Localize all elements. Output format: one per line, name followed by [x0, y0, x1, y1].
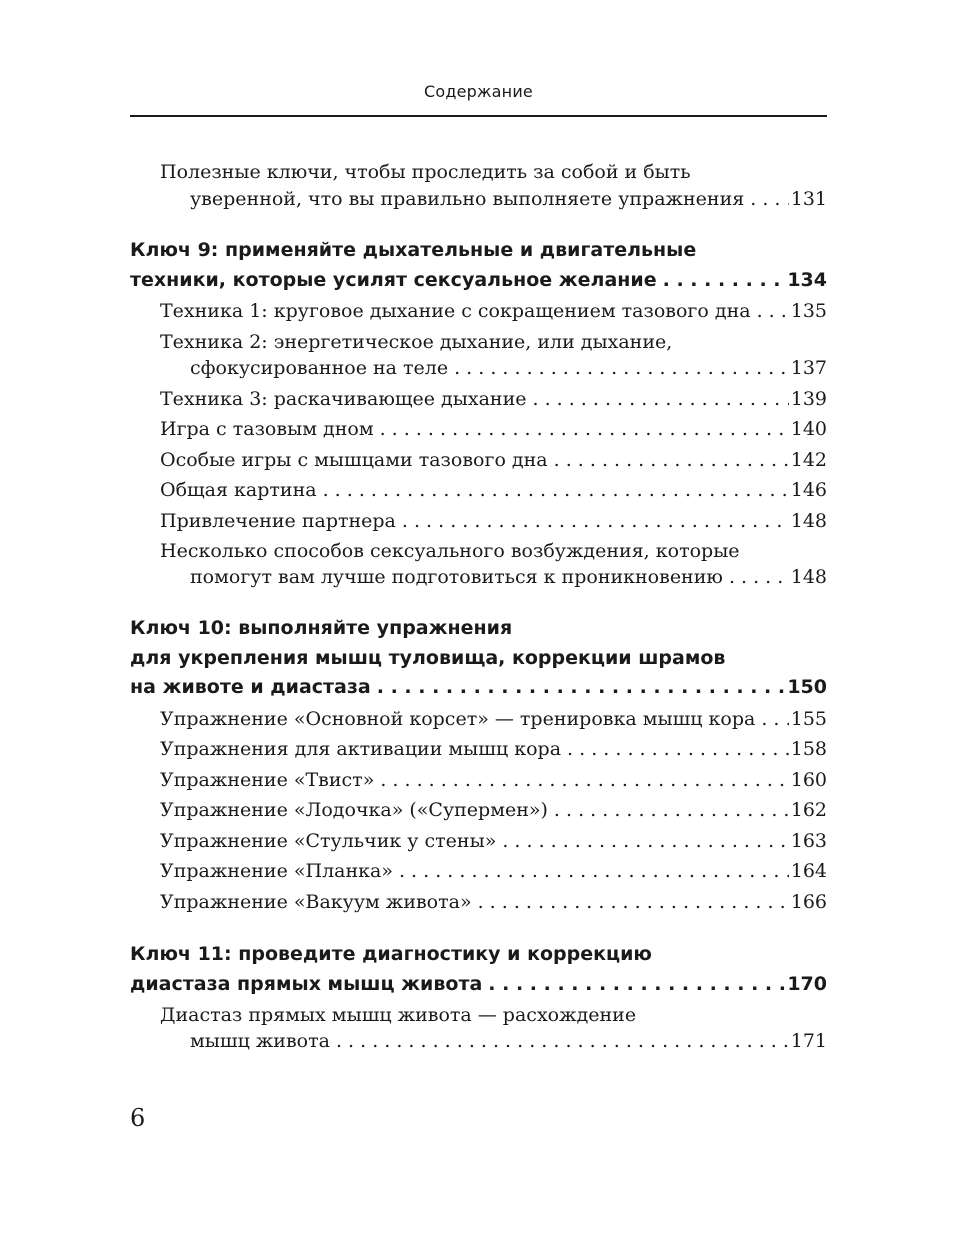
toc-page-number: 139 — [790, 388, 827, 410]
toc-entry-text: Привлечение партнера — [160, 510, 396, 532]
toc-entry-text: Общая картина — [160, 479, 317, 501]
toc-entry-text: сфокусированное на теле — [190, 357, 449, 379]
toc-page-number: 163 — [790, 830, 827, 852]
toc-entry[interactable] — [190, 185, 827, 213]
toc-entry[interactable] — [160, 796, 827, 824]
toc-page-number: 148 — [790, 510, 827, 532]
toc-page-number: 134 — [787, 269, 827, 291]
toc-page-number: 164 — [790, 860, 827, 882]
dot-leader — [750, 185, 789, 213]
dot-leader — [488, 970, 785, 998]
dot-leader — [532, 385, 788, 413]
toc-entry-text: уверенной, что вы правильно выполняете упражнения — [190, 188, 745, 210]
dot-leader — [380, 415, 789, 443]
toc-entry-text: Упражнение «Стульчик у стены» — [160, 830, 497, 852]
toc-entry-text: Полезные ключи, чтобы проследить за собой и быть — [160, 161, 691, 183]
toc-page-number: 158 — [790, 738, 827, 760]
toc-entry-text: Игра с тазовым дном — [160, 418, 374, 440]
toc-entry-text: Упражнение «Основной корсет» — тренировка мышц кора — [160, 708, 756, 730]
toc-entry[interactable] — [160, 446, 827, 474]
toc-page-number: 140 — [790, 418, 827, 440]
toc-entry-text: Упражнение «Вакуум живота» — [160, 891, 472, 913]
dot-leader — [478, 888, 789, 916]
toc-entry-text: Упражнение «Планка» — [160, 860, 393, 882]
toc-entry[interactable] — [160, 415, 827, 443]
table-of-contents — [130, 0, 827, 1240]
dot-leader — [554, 796, 789, 824]
toc-entry-text: Техника 1: круговое дыхание с сокращением тазового дна — [160, 300, 751, 322]
chapter-heading: для укрепления мышц туловища, коррекции шрамов — [130, 647, 726, 669]
dot-leader — [761, 705, 788, 733]
toc-entry-text: Особые игры с мышцами тазового дна — [160, 449, 548, 471]
toc-page-number: 137 — [790, 357, 827, 379]
toc-entry[interactable] — [160, 507, 827, 535]
chapter-heading: диастаза прямых мышц живота — [130, 973, 483, 995]
dot-leader — [377, 673, 786, 701]
dot-leader — [729, 563, 789, 591]
toc-entry-text: Упражнения для активации мышц кора — [160, 738, 562, 760]
toc-entry[interactable] — [160, 735, 827, 763]
dot-leader — [502, 827, 788, 855]
toc-entry-text: помогут вам лучше подготовиться к проникновению — [190, 566, 723, 588]
chapter-heading: техники, которые усилят сексуальное желание — [130, 269, 657, 291]
toc-entry[interactable] — [190, 354, 827, 382]
toc-page-number: 131 — [790, 188, 827, 210]
running-header: Содержание — [424, 82, 533, 101]
toc-page-number: 170 — [787, 973, 827, 995]
toc-entry[interactable] — [160, 297, 827, 325]
dot-leader — [663, 266, 786, 294]
toc-page-number: 135 — [790, 300, 827, 322]
toc-page-number: 166 — [790, 891, 827, 913]
toc-chapter-entry[interactable] — [130, 266, 827, 294]
dot-leader — [402, 507, 789, 535]
toc-entry[interactable] — [160, 766, 827, 794]
chapter-heading: Ключ 11: проведите диагностику и коррекцию — [130, 943, 652, 965]
toc-page-number: 146 — [790, 479, 827, 501]
toc-entry[interactable] — [190, 563, 827, 591]
toc-chapter-entry[interactable] — [130, 673, 827, 701]
dot-leader — [454, 354, 789, 382]
chapter-heading: Ключ 10: выполняйте упражнения — [130, 617, 513, 639]
dot-leader — [567, 735, 789, 763]
toc-entry-text: Диастаз прямых мышц живота — расхождение — [160, 1004, 637, 1026]
chapter-heading: на животе и диастаза — [130, 676, 371, 698]
dot-leader — [323, 476, 789, 504]
toc-page-number: 150 — [787, 676, 827, 698]
toc-entry-text: Техника 3: раскачивающее дыхание — [160, 388, 527, 410]
dot-leader — [554, 446, 789, 474]
toc-page-number: 162 — [790, 799, 827, 821]
toc-page-number: 171 — [790, 1030, 827, 1052]
toc-page-number: 148 — [790, 566, 827, 588]
toc-entry[interactable] — [160, 888, 827, 916]
toc-entry[interactable] — [160, 705, 827, 733]
dot-leader — [336, 1027, 789, 1055]
dot-leader — [757, 297, 789, 325]
toc-entry[interactable] — [160, 857, 827, 885]
toc-entry-text: Несколько способов сексуального возбуждения, которые — [160, 540, 740, 562]
toc-page-number: 160 — [790, 769, 827, 791]
toc-entry-text: мышц живота — [190, 1030, 330, 1052]
toc-entry[interactable] — [160, 476, 827, 504]
toc-entry-text: Упражнение «Лодочка» («Супермен») — [160, 799, 548, 821]
toc-page-number: 142 — [790, 449, 827, 471]
toc-entry[interactable] — [160, 827, 827, 855]
toc-entry-text: Техника 2: энергетическое дыхание, или дыхание, — [160, 331, 673, 353]
chapter-heading: Ключ 9: применяйте дыхательные и двигательные — [130, 239, 697, 261]
toc-entry[interactable] — [160, 385, 827, 413]
toc-chapter-entry[interactable] — [130, 970, 827, 998]
dot-leader — [380, 766, 788, 794]
toc-entry-text: Упражнение «Твист» — [160, 769, 375, 791]
page-number: 6 — [130, 1104, 146, 1132]
dot-leader — [399, 857, 789, 885]
toc-entry[interactable] — [190, 1027, 827, 1055]
toc-page-number: 155 — [790, 708, 827, 730]
